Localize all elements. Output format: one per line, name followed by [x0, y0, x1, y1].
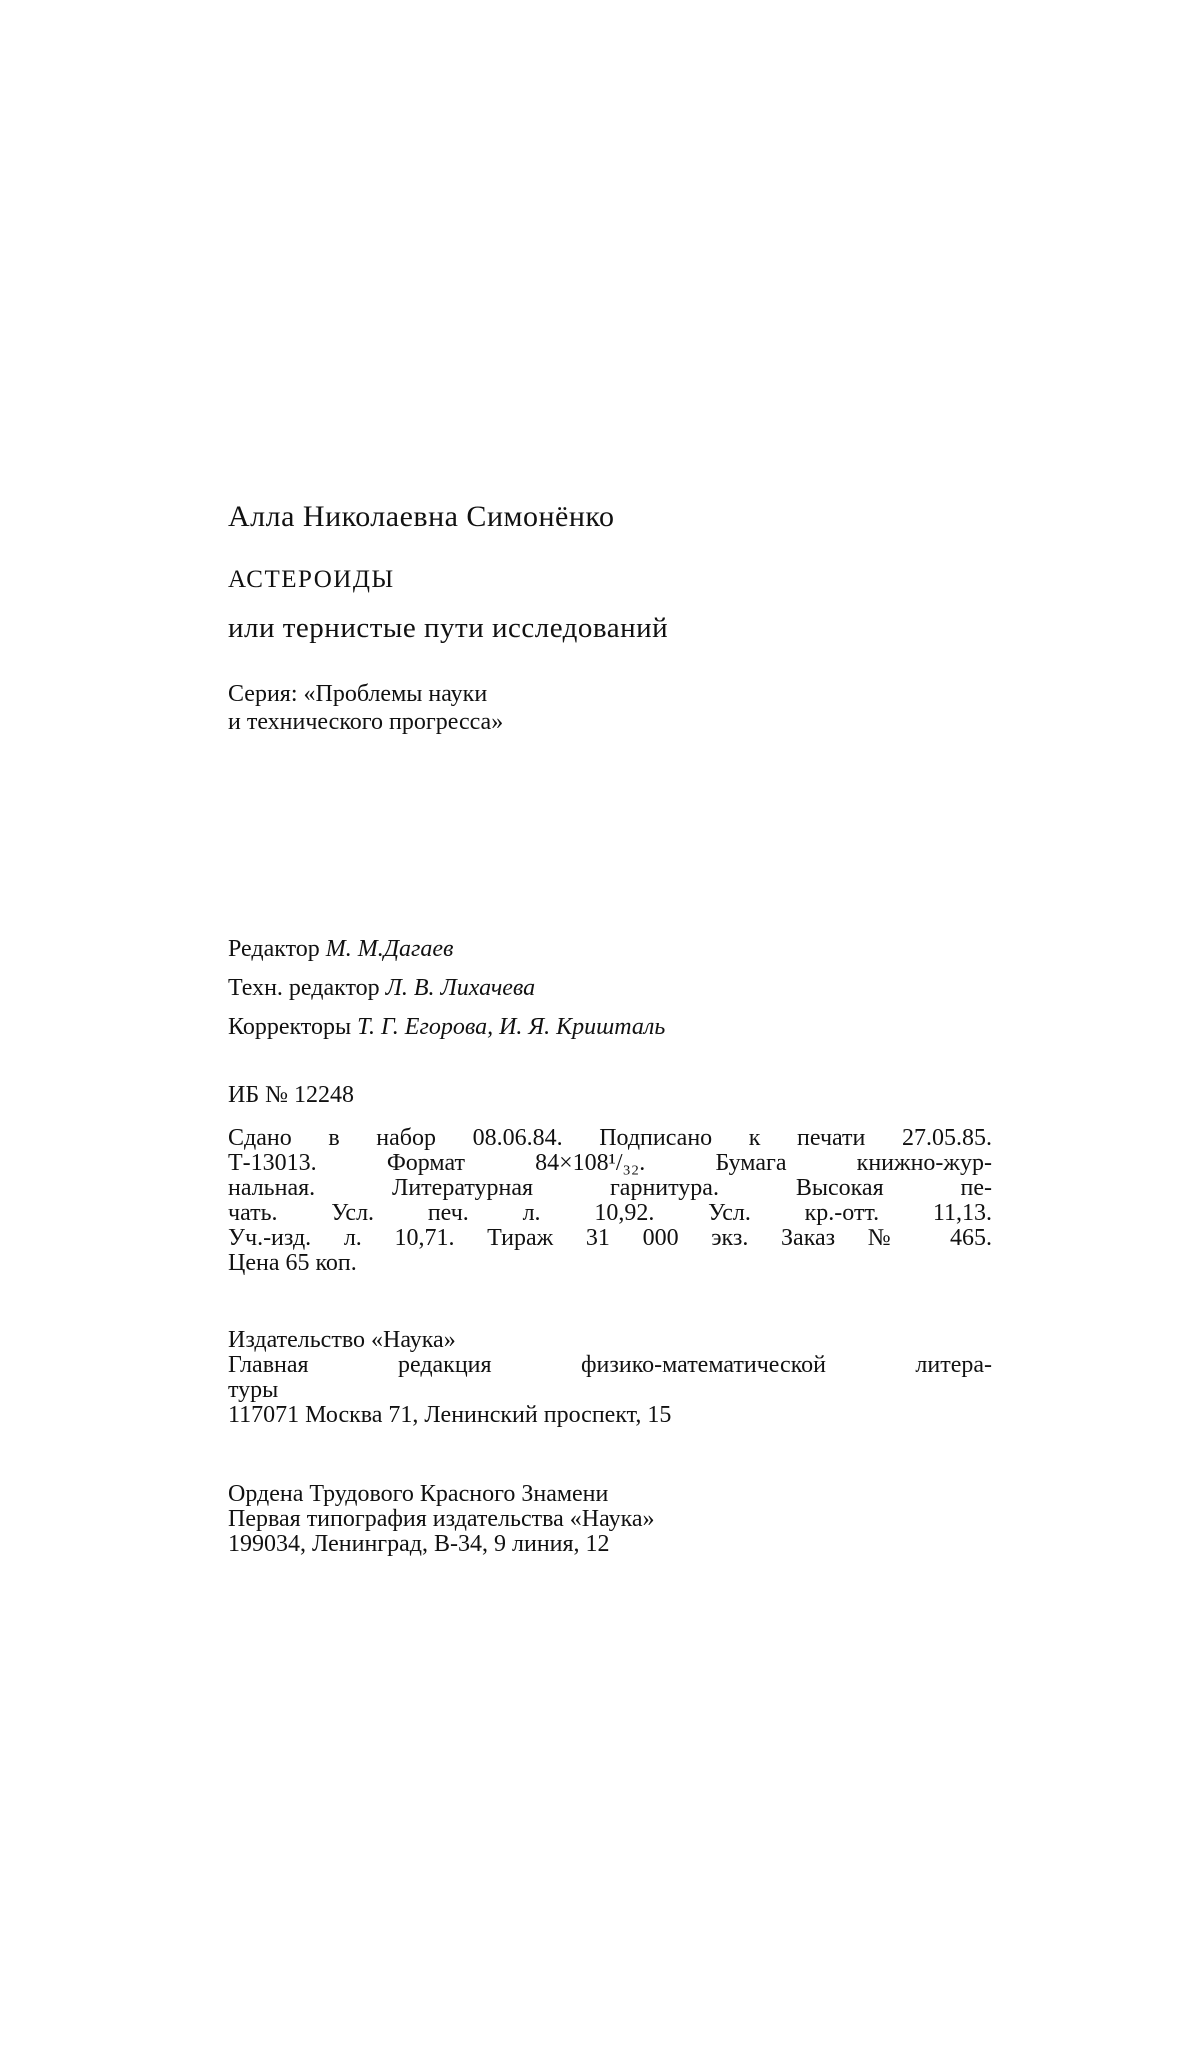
- ib-number: [228, 1082, 988, 1109]
- tech-editor-credit: [228, 969, 988, 1008]
- book-subtitle: [228, 612, 988, 645]
- editor-credit: [228, 930, 988, 969]
- ib-number-text: ИБ № 12248: [228, 1082, 355, 1108]
- author-name-text: Алла Николаевна Симонёнко: [228, 500, 615, 533]
- print-line-1: Сдано в набор 08.06.84. Подписано к печати 27.05.85.: [228, 1125, 992, 1151]
- publisher-line-2: Главная редакция физико-математической литера-: [228, 1352, 992, 1378]
- print-line-3: нальная. Литературная гарнитура. Высокая пе-: [228, 1175, 992, 1201]
- series-line-1: Серия: «Проблемы науки: [228, 681, 488, 707]
- editor-name: М. М.Дагаев: [325, 936, 454, 962]
- printer-line-1: Ордена Трудового Красного Знамени: [228, 1481, 609, 1507]
- print-line-2: Т-13013. Формат 84×108¹/₃₂. Бумага книжно-жур-: [228, 1150, 992, 1176]
- print-line-5: Уч.-изд. л. 10,71. Тираж 31 000 экз. Заказ № 465.: [228, 1225, 992, 1251]
- credits: [228, 930, 988, 1047]
- book-subtitle-text: или тернистые пути исследований: [228, 612, 669, 644]
- printer-line-2: Первая типография издательства «Наука»: [228, 1506, 655, 1532]
- publisher-info: [228, 1328, 992, 1428]
- proofreaders-label: Корректоры: [228, 1014, 352, 1040]
- print-info: [228, 1126, 992, 1276]
- publisher-line-1: Издательство «Наука»: [228, 1327, 456, 1353]
- author-name: [228, 500, 988, 534]
- series-info: [228, 680, 988, 736]
- printer-line-3: 199034, Ленинград, В-34, 9 линия, 12: [228, 1531, 610, 1557]
- proofreaders-names: Т. Г. Егорова, И. Я. Кришталь: [357, 1014, 666, 1040]
- tech-editor-name: Л. В. Лихачева: [385, 975, 536, 1001]
- series-line-2: и технического прогресса»: [228, 709, 504, 735]
- print-line-6: Цена 65 коп.: [228, 1250, 357, 1276]
- book-title-text: АСТЕРОИДЫ: [228, 566, 395, 593]
- book-title: [228, 566, 988, 594]
- printer-info: [228, 1482, 828, 1557]
- tech-editor-label: Техн. редактор: [228, 975, 380, 1001]
- editor-label: Редактор: [228, 936, 320, 962]
- publisher-line-3: туры: [228, 1377, 279, 1403]
- print-line-4: чать. Усл. печ. л. 10,92. Усл. кр.-отт. 11,13.: [228, 1200, 992, 1226]
- proofreaders-credit: [228, 1008, 988, 1047]
- publisher-line-4: 117071 Москва 71, Ленинский проспект, 15: [228, 1402, 672, 1428]
